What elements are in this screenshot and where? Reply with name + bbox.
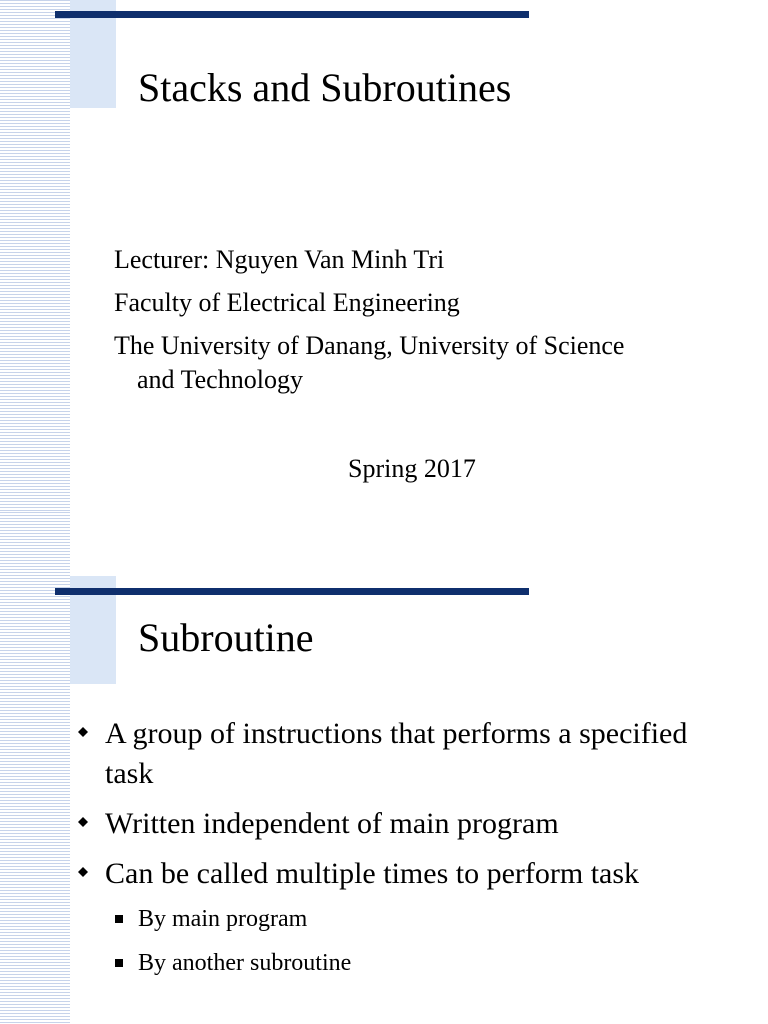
slide-margin-stripes [0,0,70,512]
slide-title: Subroutine [138,615,314,660]
university-line [114,329,734,397]
author-info [114,243,734,397]
sub-bullet-text: By main program [138,906,308,932]
list-item [78,804,738,844]
university-line-1: The University of Danang, University of Science [114,331,625,360]
list-item [78,854,738,894]
diamond-bullet-icon [78,817,88,827]
diamond-bullet-icon [78,727,88,737]
title-bar [55,588,529,595]
bullet-text: Can be called multiple times to perform task [105,857,640,890]
bullet-list [78,714,738,992]
university-line-2: and Technology [137,365,303,394]
bullet-text: A group of instructions that performs a specified task [105,717,688,790]
lecturer-line: Lecturer: Nguyen Van Minh Tri [114,245,445,274]
square-bullet-icon [115,915,123,923]
slide-title: Stacks and Subroutines [138,65,512,110]
square-bullet-icon [115,959,123,967]
sub-list-item [78,904,738,934]
bullet-text: Written independent of main program [105,807,559,840]
title-bar [55,11,529,18]
sub-bullet-text: By another subroutine [138,950,352,976]
list-item [78,714,738,794]
faculty-line: Faculty of Electrical Engineering [114,288,460,317]
sub-list-item [78,948,738,978]
diamond-bullet-icon [78,867,88,877]
date-line: Spring 2017 [348,454,476,483]
